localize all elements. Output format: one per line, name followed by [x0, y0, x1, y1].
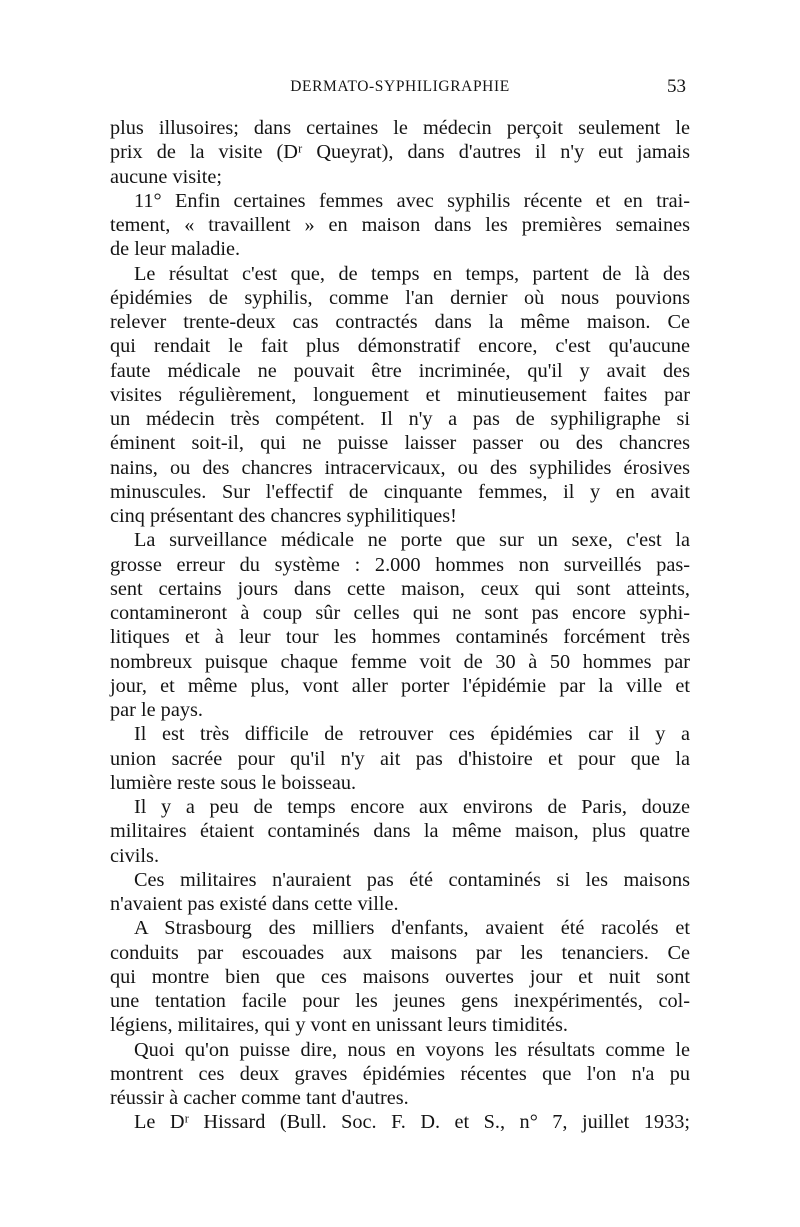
text-line: prix de la visite (Dʳ Queyrat), dans d'autres il n'y eut jamais [110, 141, 690, 164]
text-line: cinq présentant des chancres syphilitiques! [110, 505, 457, 527]
text-line: légiens, militaires, qui y vont en unissant leurs timidités. [110, 1014, 568, 1037]
text-line: militaires étaient contaminés dans la même maison, plus quatre [110, 820, 690, 843]
text-line: nains, ou des chancres intracervicaux, ou des syphilides érosives [110, 456, 690, 479]
text-line: qui rendait le fait plus démonstratif encore, c'est qu'aucune [110, 335, 690, 358]
text-line: montrent ces deux graves épidémies récentes que l'on n'a pu [110, 1062, 690, 1085]
text-line: n'avaient pas existé dans cette ville. [110, 893, 399, 915]
page-number: 53 [667, 76, 686, 97]
text-line: Quoi qu'on puisse dire, nous en voyons les résultats comme le [134, 1038, 690, 1061]
text-line: Il est très difficile de retrouver ces épidémies car il y a [134, 723, 690, 746]
text-line: contamineront à coup sûr celles qui ne sont pas encore syphi- [110, 602, 690, 624]
text-line: 11° Enfin certaines femmes avec syphilis récente et en trai- [134, 189, 690, 212]
text-line: La surveillance médicale ne porte que sur un sexe, c'est la [134, 529, 690, 552]
text-line: un médecin très compétent. Il n'y a pas de syphiligraphe si [110, 408, 690, 430]
text-line: éminent soit-il, qui ne puisse laisser passer ou des chancres [110, 432, 690, 455]
text-line: visites régulièrement, longuement et minutieusement faites par [110, 383, 690, 406]
text-line: conduits par escouades aux maisons par les tenanciers. Ce [110, 941, 690, 964]
running-head [110, 76, 690, 100]
text-line: Le Dʳ Hissard (Bull. Soc. F. D. et S., n° 7, juillet 1933; [134, 1111, 690, 1134]
text-line: épidémies de syphilis, comme l'an dernier où nous pouvions [110, 286, 690, 309]
text-line: minuscules. Sur l'effectif de cinquante femmes, il y en avait [110, 480, 690, 503]
running-title: DERMATO-SYPHILIGRAPHIE [290, 78, 510, 95]
text-line: qui montre bien que ces maisons ouvertes jour et nuit sont [110, 965, 690, 988]
text-line: lumière reste sous le boisseau. [110, 771, 357, 794]
text-line: tement, « travaillent » en maison dans les premières semaines [110, 214, 690, 236]
text-line: de leur maladie. [110, 238, 241, 261]
text-line: civils. [110, 844, 160, 867]
text-line: union sacrée pour qu'il n'y ait pas d'histoire et pour que la [110, 747, 690, 770]
body-text [110, 116, 690, 1135]
text-line: litiques et à leur tour les hommes contaminés forcément très [110, 626, 690, 649]
text-line: une tentation facile pour les jeunes gens inexpérimentés, col- [110, 990, 690, 1012]
text-line: nombreux puisque chaque femme voit de 30 à 50 hommes par [110, 650, 690, 673]
text-line: sent certains jours dans cette maison, ceux qui sont atteints, [110, 577, 690, 600]
text-line: A Strasbourg des milliers d'enfants, avaient été racolés et [134, 917, 690, 940]
text-line: grosse erreur du système : 2.000 hommes non surveillés pas- [110, 553, 690, 576]
text-line: Le résultat c'est que, de temps en temps, partent de là des [134, 262, 690, 285]
text-line: Il y a peu de temps encore aux environs de Paris, douze [134, 796, 690, 818]
text-line: plus illusoires; dans certaines le médecin perçoit seulement le [110, 117, 690, 139]
text-line: réussir à cacher comme tant d'autres. [110, 1087, 409, 1109]
text-line: Ces militaires n'auraient pas été contaminés si les maisons [134, 868, 690, 891]
text-line: aucune visite; [110, 165, 223, 188]
text-line: jour, et même plus, vont aller porter l'épidémie par la ville et [110, 674, 690, 697]
text-line: relever trente-deux cas contractés dans la même maison. Ce [110, 311, 690, 333]
text-line: par le pays. [110, 699, 203, 721]
text-line: faute médicale ne pouvait être incriminée, qu'il y avait des [110, 359, 690, 382]
